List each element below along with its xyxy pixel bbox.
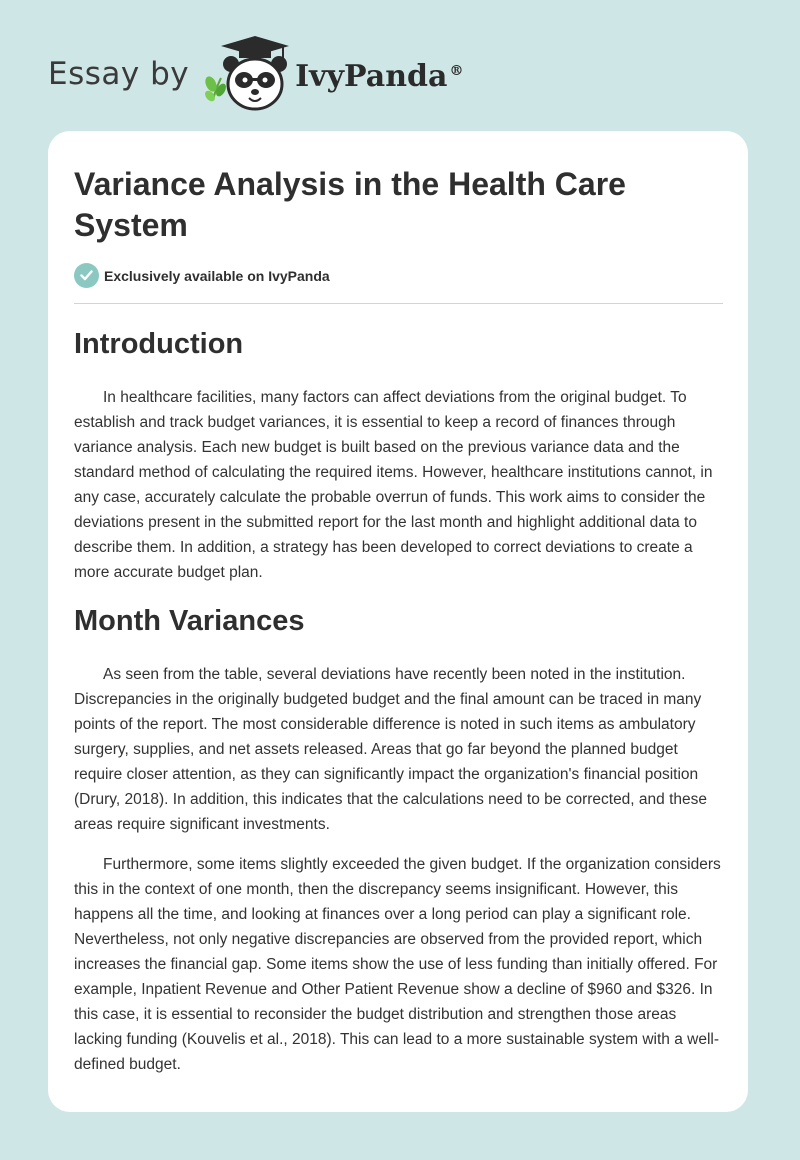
section-heading-month-variances: Month Variances: [74, 605, 305, 637]
essay-by-label: Essay by: [48, 56, 190, 92]
paragraph: Furthermore, some items slightly exceeded the given budget. If the organization considers this in the context of one month, then the discrepancy seems insignificant. However, this happens all the time, and looking at finances over a long period can play a significant role. Nevertheless, not only negative discrepancies are observed from the provided report, which increases the financial gap. Some items show the use of less funding than initially offered. For example, Inpatient Revenue and Other Patient Revenue show a decline of $960 and $326. In this case, it is essential to reconsider the budget distribution and strengthen those areas lacking funding (Kouvelis et al., 2018). This can lead to a more sustainable system with a well-defined budget.: [74, 856, 721, 1073]
leaf-icon: [203, 75, 228, 104]
paragraph: In healthcare facilities, many factors can affect deviations from the original budget. To establish and track budget variances, it is essential to keep a record of finances through variance analysis. Each new budget is built based on the previous variance data and the standard method of calculating the required items. However, healthcare institutions cannot, in any case, accurately calculate the probable overrun of funds. This work aims to consider the deviations present in the submitted report for the last month and highlight additional data to describe them. In addition, a strategy has been developed to correct deviations to create a more accurate budget plan.: [74, 389, 713, 581]
essay-card: [48, 131, 748, 1112]
panda-logo-icon[interactable]: [199, 34, 291, 114]
brand-name: IvyPanda ®: [295, 58, 464, 94]
registered-mark: ®: [449, 62, 464, 79]
badge-text: Exclusively available on IvyPanda: [104, 267, 330, 284]
section-heading-introduction: Introduction: [74, 328, 244, 360]
check-circle-icon: [74, 263, 99, 288]
site-header: [48, 34, 463, 114]
essay-title: Variance Analysis in the Health Care System: [74, 166, 626, 243]
exclusive-badge: [74, 263, 330, 288]
title-divider: [74, 303, 723, 304]
paragraph: As seen from the table, several deviations have recently been noted in the institution. Discrepancies in the originally budgeted budget and the final amount can be traced in many points of the report. The most considerable difference is noted in such items as ambulatory surgery, supplies, and net assets released. Areas that go far beyond the planned budget require closer attention, as they can significantly impact the organization's financial position (Drury, 2018). In addition, this indicates that the calculations need to be corrected, and these areas require significant investments.: [74, 666, 708, 833]
